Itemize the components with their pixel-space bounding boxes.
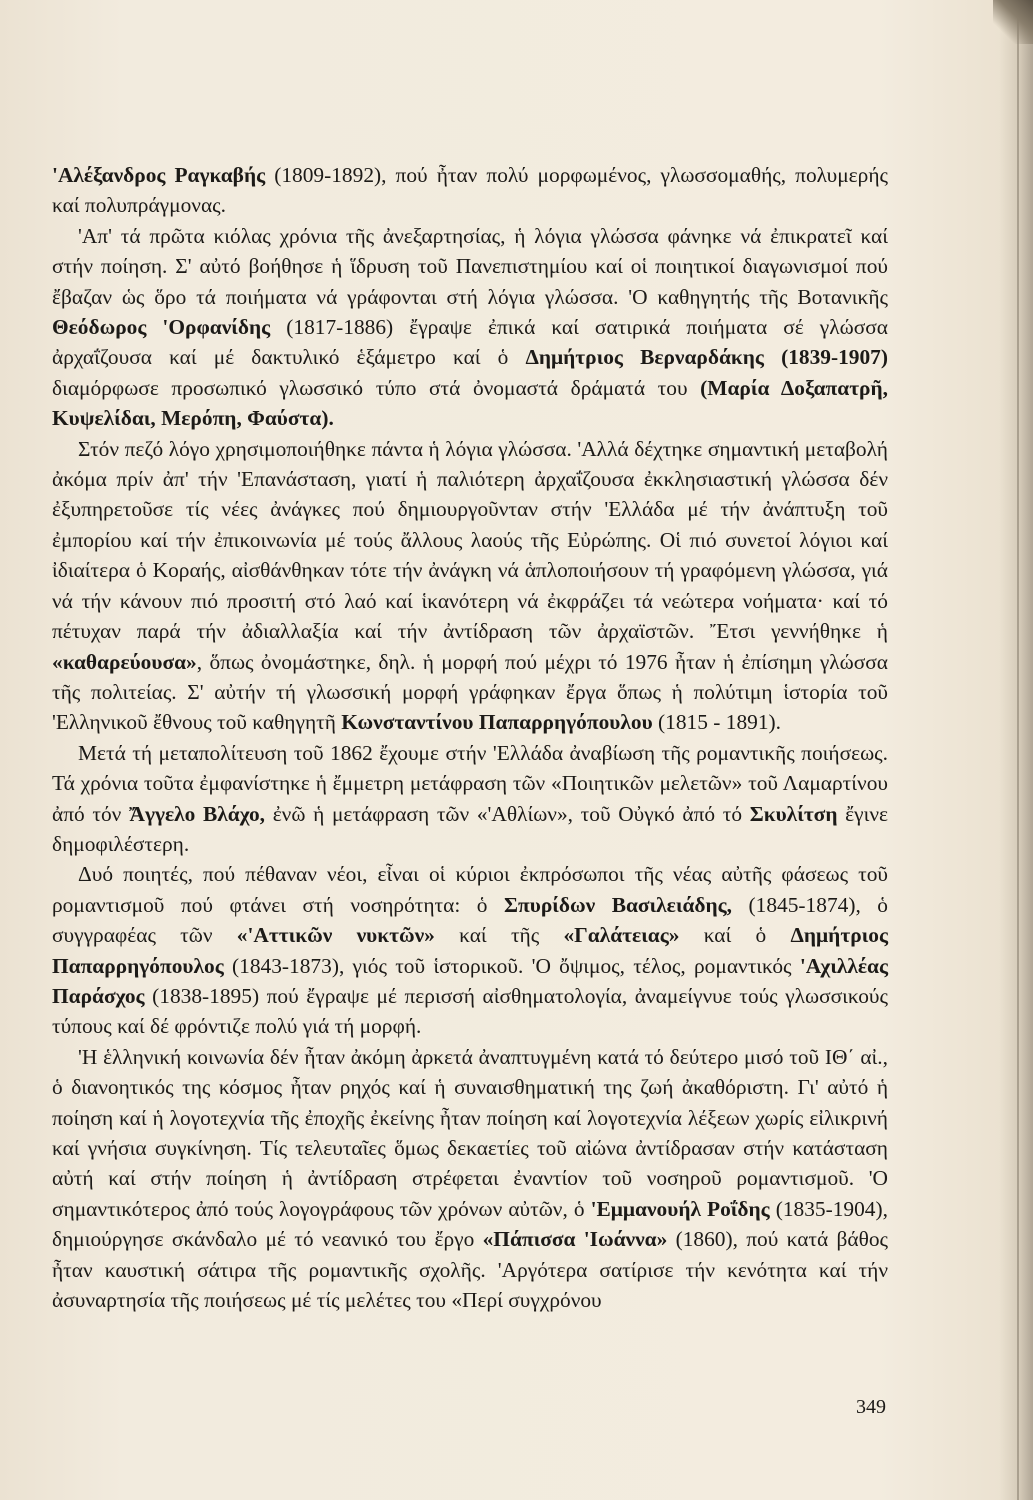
- bold-text-run: Κωνσταντίνου Παπαρρηγόπουλου: [341, 710, 653, 735]
- text-run: Στόν πεζό λόγο χρησιμοποιήθηκε πάντα ἡ λόγια γλώσσα. 'Αλλά δέχτηκε σημαντική μεταβολή ἀκόμα πρίν ἀπ' τήν 'Επανάσταση, γιατί ἡ παλιότερη ἀρχαΐζουσα ἐκκλησιαστική γλώσσα δέν ἐξυπηρετοῦσε τίς νέες ἀνάγκες πού δημιουργοῦνταν στήν 'Ελλάδα μέ τήν ἀνάπτυξη τοῦ ἐμπορίου καί τήν ἐπικοινωνία μέ τούς ἄλλους λαούς τῆς Εὐρώπης. Οἱ πιό συνετοί λόγιοι καί ἰδιαίτερα ὁ Κοραής, αἰσθάνθηκαν τότε τήν ἀνάγκη νά ἁπλοποιήσουν τή γραφόμενη γλώσσα, γιά νά τήν κάνουν πιό προσιτή στό λαό καί ἱκανότερη νά ἐκφράζει τά νεώτερα νοήματα· καί τό πέτυχαν παρά τήν ἀδιαλλαξία καί τήν ἀντίδραση τῶν ἀρχαϊστῶν. Ἔτσι γεννήθηκε ἡ: [52, 436, 888, 644]
- text-run: ἐνῶ ἡ μετάφραση τῶν «'Αθλίων», τοῦ Οὐγκό ἀπό τό: [265, 801, 750, 826]
- text-run: (1835-1904), δημιούργησε σκάνδαλο μέ τό νεανικό του ἔργο: [52, 1196, 888, 1252]
- bold-text-run: Ἄγγελο Βλάχο,: [129, 801, 266, 826]
- text-run: διαμόρφωσε προσωπικό γλωσσικό τύπο στά ὀνομαστά δράματά του: [52, 375, 701, 400]
- bold-text-run: Δημήτριος Παπαρρηγόπουλος: [52, 923, 888, 978]
- page-number: 349: [856, 1396, 886, 1418]
- text-run: (1817-1886) ἔγραψε ἐπικά καί σατιρικά ποιήματα σέ γλώσσα ἀρχαΐζουσα καί μέ δακτυλικό ἑξάμετρο καί ὁ: [52, 315, 888, 370]
- bold-text-run: 'Εμμανουήλ Ροΐδης: [590, 1196, 770, 1221]
- paragraph: [52, 434, 888, 738]
- text-run: καί ὁ: [679, 923, 791, 948]
- text-run: (1845-1874), ὁ συγγραφέας τῶν: [52, 892, 888, 948]
- bold-text-run: 'Αλέξανδρος Ραγκαβής: [52, 163, 266, 187]
- text-run: Μετά τή μεταπολίτευση τοῦ 1862 ἔχουμε στήν 'Ελλάδα ἀναβίωση τῆς ρομαντικῆς ποιήσεως. Τά χρόνια τοῦτα ἐμφανίστηκε ἡ ἔμμετρη μετάφραση τῶν «Ποιητικῶν μελετῶν» τοῦ Λαμαρτίνου ἀπό τόν: [52, 740, 888, 826]
- page-corner-fold: [993, 0, 1033, 44]
- page-edge-shadow: [999, 0, 1033, 1500]
- body-text: [52, 160, 888, 1315]
- text-run: 'Απ' τά πρῶτα κιόλας χρόνια τῆς ἀνεξαρτησίας, ἡ λόγια γλώσσα φάνηκε νά ἐπικρατεῖ καί στήν ποίηση. Σ' αὐτό βοήθησε ἡ ἵδρυση τοῦ Πανεπιστημίου καί οἱ ποιητικοί διαγωνισμοί πού ἔβαζαν ὡς ὅρο τά ποιήματα νά γράφονται στή λόγια γλώσσα. 'Ο καθηγητής τῆς Βοτανικῆς: [52, 223, 888, 309]
- text-run: (1809-1892), πού ἦταν πολύ μορφωμένος, γλωσσομαθής, πολυμερής καί πολυπράγμονας.: [52, 163, 889, 218]
- text-run: (1815 - 1891).: [652, 710, 782, 735]
- bold-text-run: Δημήτριος Βερναρδάκης (1839-1907): [525, 345, 888, 370]
- text-run: (1838-1895) πού ἔγραψε μέ περισσή αἰσθηματολογία, ἀναμείγνυε τούς γλωσσικούς τύπους καί δέ φρόντιζε πολύ γιά τή μορφή.: [52, 983, 888, 1039]
- bold-text-run: 'Αχιλλέας Παράσχος: [52, 953, 888, 1008]
- bold-text-run: Σκυλίτση: [749, 801, 838, 826]
- text-run: (1860), πού κατά βάθος ἦταν καυστική σάτιρα τῆς ρομαντικῆς σχολῆς. 'Αργότερα σατίρισε τήν κενότητα καί τήν ἀσυναρτησία τῆς ποιήσεως μέ τίς μελέτες του «Περί συγχρόνου: [52, 1227, 888, 1313]
- text-run: Δυό ποιητές, πού πέθαναν νέοι, εἶναι οἱ κύριοι ἐκπρόσωποι τῆς νέας αὐτῆς φάσεως τοῦ ρομαντισμοῦ πού φτάνει στή νοσηρότητα: ὁ: [52, 862, 888, 917]
- bold-text-run: Σπυρίδων Βασιλειάδης,: [504, 892, 733, 917]
- paragraph: [52, 738, 888, 860]
- paragraph: [52, 160, 888, 221]
- bold-text-run: «Πάπισσα 'Ιωάννα»: [482, 1227, 668, 1252]
- page-edge-line: [1017, 0, 1019, 1500]
- text-run: ἔγινε δημοφιλέστερη.: [52, 801, 888, 856]
- text-run: , ὅπως ὀνομάστηκε, δηλ. ἡ μορφή πού μέχρι τό 1976 ἦταν ἡ ἐπίσημη γλώσσα τῆς πολιτείας. Σ' αὐτήν τή γλωσσική μορφή γράφηκαν ἔργα ὅπως ἡ πολύτιμη ἱστορία τοῦ 'Ελληνικοῦ ἔθνους τοῦ καθηγητῆ: [52, 649, 888, 735]
- bold-text-run: «καθαρεύουσα»: [52, 649, 197, 674]
- bold-text-run: «'Αττικῶν νυκτῶν»: [236, 923, 435, 948]
- text-run: 'Η ἑλληνική κοινωνία δέν ἦταν ἀκόμη ἀρκετά ἀναπτυγμένη κατά τό δεύτερο μισό τοῦ ΙΘ΄ αἰ., ὁ διανοητικός της κόσμος ἦταν ρηχός καί ἡ συναισθηματική της ζωή ἀκαθόριστη. Γι' αὐτό ἡ ποίηση καί ἡ λογοτεχνία τῆς ἐποχῆς ἐκείνης ἦταν ποίηση καί λογοτεχνία λέξεων χωρίς εἰλικρινή καί γνήσια συγκίνηση. Τίς τελευταῖες ὅμως δεκαετίες τοῦ αἰώνα ἀντίδρασαν στήν κατάσταση αὐτή καί στήν ποίηση ἡ ἀντίδραση στρέφεται ἐναντίον τοῦ νοσηροῦ ρομαντισμοῦ. 'Ο σημαντικότερος ἀπό τούς λογογράφους τῶν χρόνων αὐτῶν, ὁ: [52, 1044, 888, 1221]
- paragraph: [52, 1042, 888, 1316]
- bold-text-run: «Γαλάτειας»: [563, 923, 680, 948]
- text-run: καί τῆς: [434, 923, 564, 948]
- paragraph: [52, 859, 888, 1041]
- bold-text-run: (Μαρία Δοξαπατρῆ, Κυψελίδαι, Μερόπη, Φαύστα).: [52, 375, 888, 431]
- paragraph: [52, 221, 888, 434]
- text-run: (1843-1873), γιός τοῦ ἱστορικοῦ. 'Ο ὄψιμος, τέλος, ρομαντικός: [223, 953, 800, 978]
- bold-text-run: Θεόδωρος 'Ορφανίδης: [52, 315, 271, 340]
